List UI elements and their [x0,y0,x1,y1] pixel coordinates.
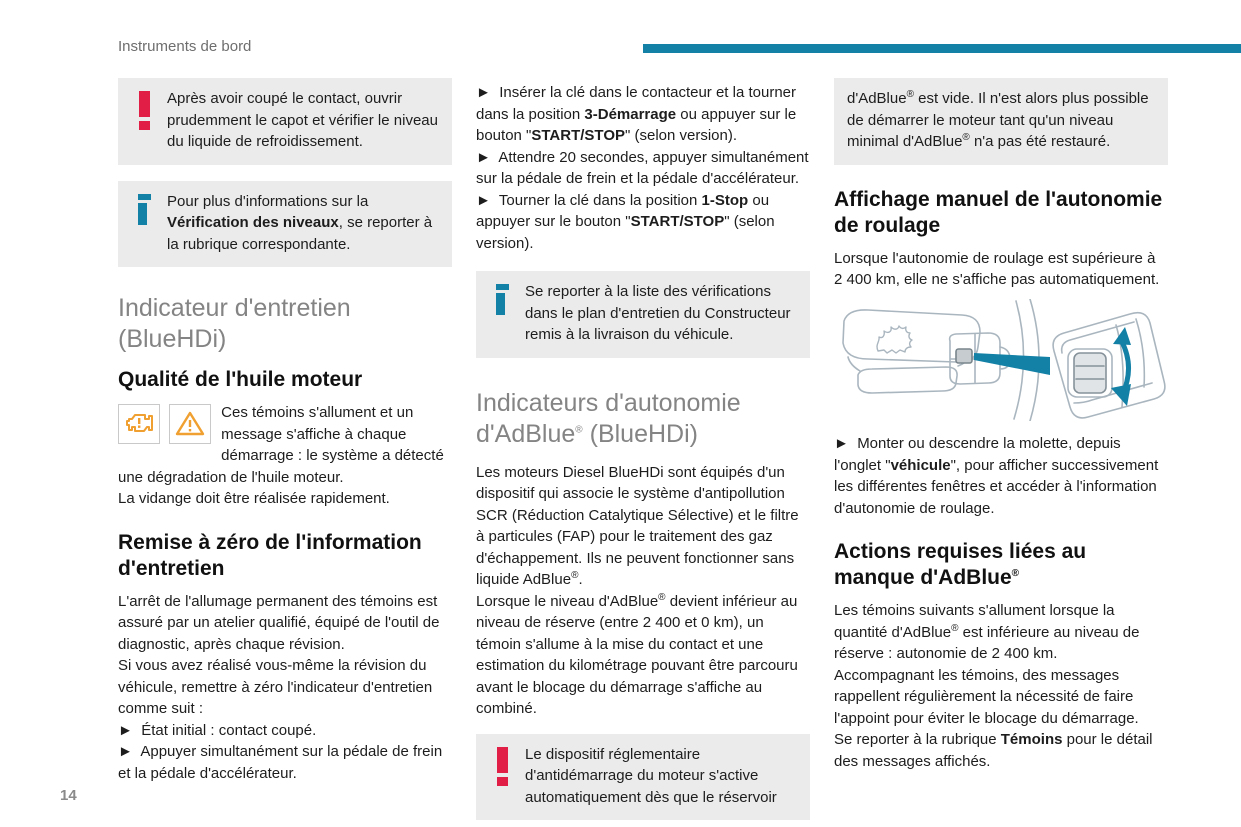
column-middle [476,78,810,827]
section-title-maintenance-indicator: Indicateur d'entretien (BlueHDi) [118,294,351,353]
subsection-title-reset: Remise à zéro de l'information d'entretien [118,530,422,580]
reset-step-2: ► Appuyer simultanément sur la pédale de frein et la pédale d'accélérateur. [118,743,443,782]
adblue-actions-paragraph-2: Accompagnant les témoins, des messages rappellent régulièrement la nécessité de faire l'appoint pour éviter le blocage du démarrage. [834,666,1139,727]
adblue-actions-paragraph-3: Se reporter à la rubrique Témoins pour le détail des messages affichés. [834,731,1153,770]
info-note-text: Pour plus d'informations sur la Vérification des niveaux, se reporter à la rubrique correspondante. [167,192,433,253]
subsection-title-adblue-actions: Actions requises liées au manque d'AdBlue® [834,540,1087,589]
reset-step-1: ► État initial : contact coupé. [118,721,317,739]
caution-note-text: Après avoir coupé le contact, ouvrir prudemment le capot et vérifier le niveau du liquide de refroidissement. [167,90,438,150]
caution-note [118,78,452,165]
section-title-adblue-range: Indicateurs d'autonomie d'AdBlue® (BlueHDi) [476,388,741,448]
oil-quality-paragraph: Ces témoins s'allument et un message s'affiche à chaque démarrage : le système a détecté une dégradation de l'huile moteur. [118,404,444,486]
steering-wheel-illustration [834,299,1168,428]
reset-paragraph-2: Si vous avez réalisé vous-même la révision du véhicule, remettre à zéro l'indicateur d'entretien comme suit : [118,657,433,717]
page-number: 14 [60,786,77,804]
caution-note-immobiliser [476,734,810,821]
oil-quality-block [118,402,452,488]
caution-note-continuation [834,78,1168,165]
caution-note-immobiliser-text: Le dispositif réglementaire d'antidémarrage du moteur s'active automatiquement dès que le réservoir [525,745,777,806]
highlighted-button [956,349,972,363]
warning-triangle-icon [169,404,211,444]
info-icon [496,284,509,324]
peugeot-lion-logo [877,326,912,353]
manual-display-step: ► Monter ou descendre la molette, depuis l'onglet "véhicule", pour afficher successivement les différentes fenêtres et accéder à l'information d'autonomie de roulage. [834,435,1159,517]
info-note-service-plan [476,271,810,358]
procedure-step-3: ► Tourner la clé dans la position 1-Stop ou appuyer sur le bouton "START/STOP" (selon version). [476,191,775,252]
caution-note-continuation-text: d'AdBlue® est vide. Il n'est alors plus possible de démarrer le moteur tant qu'un niveau minimal d'AdBlue® n'a pas été restauré. [847,89,1149,150]
procedure-step-1: ► Insérer la clé dans le contacteur et la tourner dans la position 3-Démarrage ou appuyer sur le bouton "START/STOP" (selon version). [476,84,797,144]
adblue-paragraph-2: Lorsque le niveau d'AdBlue® devient inférieur au niveau de réserve (entre 2 400 et 0 km), un témoin s'allume à la mise du contact et une estimation du kilométrage pouvant être parcouru avant le blocage du démarrage s'affiche au combiné. [476,591,798,717]
content-columns [118,78,1168,827]
oil-quality-paragraph-2: La vidange doit être réalisée rapidement. [118,490,390,507]
info-note-service-plan-text: Se reporter à la liste des vérifications dans le plan d'entretien du Constructeur remis à la livraison du véhicule. [525,283,791,343]
info-icon [138,194,151,234]
subsection-title-manual-display: Affichage manuel de l'autonomie de roulage [834,187,1163,237]
exclamation-icon [138,91,151,131]
info-note [118,181,452,268]
subsection-title-oil-quality: Qualité de l'huile moteur [118,368,363,391]
reset-paragraph-1: L'arrêt de l'allumage permanent des témoins est assuré par un atelier qualifié, équipé de l'outil de diagnostic, après chaque révision. [118,592,440,653]
page-header-title: Instruments de bord [118,38,252,55]
procedure-step-2: ► Attendre 20 secondes, appuyer simultanément sur la pédale de frein et la pédale d'accélérateur. [476,148,809,187]
exclamation-icon [496,747,509,787]
adblue-paragraph-1: Les moteurs Diesel BlueHDi sont équipés d'un dispositif qui associe le système d'antipollution SCR (Réduction Catalytique Sélective) et le filtre à particules (FAP) pour le traitement des gaz d'échappement. Ils ne peuvent fonctionner sans liquide AdBlue®. [476,463,799,588]
column-right [834,78,1168,772]
thumbwheel [1074,353,1106,393]
thumbwheel-panel [1053,312,1165,417]
adblue-actions-paragraph-1: Les témoins suivants s'allument lorsque la quantité d'AdBlue® est inférieure au niveau de réserve : autonomie de 2 400 km. [834,602,1140,662]
manual-display-paragraph: Lorsque l'autonomie de roulage est supérieure à 2 400 km, elle ne s'affiche pas automatiquement. [834,249,1160,288]
telltale-icons [118,404,211,444]
engine-warning-icon [118,404,160,444]
column-left [118,78,452,784]
header-accent-bar [643,44,1241,53]
